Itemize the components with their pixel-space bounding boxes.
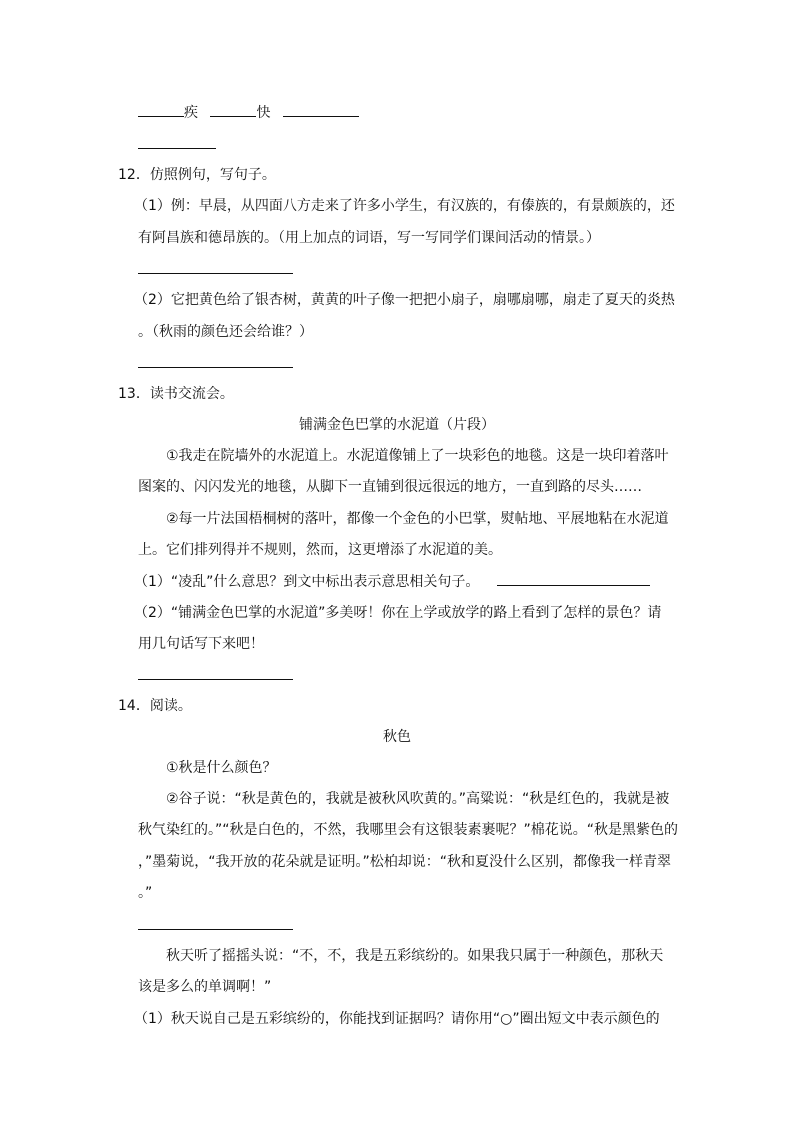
q14-passage-title: 秋色 — [383, 729, 411, 745]
q14-heading: 14．阅读。 — [118, 698, 192, 714]
q14-para2-line3: ，”墨菊说，“我开放的花朵就是证明。”松柏却说：“秋和夏没什么区别，都像我一样青翠 — [138, 854, 672, 870]
q14-para2-line4: 。” — [138, 885, 153, 901]
answer-line[interactable] — [138, 679, 293, 680]
q13-sub2-line1: （2）“铺满金色巴掌的水泥道”多美呀！你在上学或放学的路上看到了怎样的景色？请 — [134, 605, 662, 621]
q14-para2-line1: ②谷子说：“秋是黄色的，我就是被秋风吹黄的。”高粱说：“秋是红色的，我就是被 — [166, 791, 670, 807]
q13-sub2-line2: 用几句话写下来吧！ — [138, 636, 264, 652]
answer-blank[interactable] — [210, 102, 256, 117]
q13-para2-line2: 上。它们排列得并不规则，然而，这更增添了水泥道的美。 — [138, 542, 502, 558]
q14-para1: ①秋是什么颜色？ — [166, 760, 277, 776]
q14-para3-line2: 该是多么的单调啊！” — [138, 979, 272, 995]
q11-blank-line — [138, 102, 359, 123]
q14-sub1: （1）秋天说自己是五彩缤纷的，你能找到证据吗？请你用“○”圈出短文中表示颜色的 — [134, 1011, 660, 1027]
q13-passage-title: 铺满金色巴掌的水泥道（片段） — [299, 417, 495, 433]
q12-p2-line1: （2）它把黄色给了银杏树，黄黄的叶子像一把把小扇子，扇哪扇哪，扇走了夏天的炎热 — [134, 292, 675, 308]
q12-p1-line1: （1）例：早晨，从四面八方走来了许多小学生，有汉族的，有傣族的，有景颇族的，还 — [134, 198, 675, 214]
answer-blank[interactable] — [497, 571, 650, 586]
q13-sub1-text: （1）“凌乱”什么意思？到文中标出表示意思相关句子。 — [134, 574, 480, 590]
answer-line[interactable] — [138, 273, 293, 274]
answer-line[interactable] — [138, 929, 293, 930]
q13-para2-line1: ②每一片法国梧桐树的落叶，都像一个金色的小巴掌，熨帖地、平展地粘在水泥道 — [166, 511, 669, 527]
answer-line[interactable] — [138, 367, 293, 368]
word-ji: 疾 — [184, 105, 198, 121]
q12-p1-line2: 有阿昌族和德昂族的。（用上加点的词语，写一写同学们课间活动的情景。） — [138, 230, 600, 246]
q14-para2-line2: 秋气染红的。”“秋是白色的，不然，我哪里会有这银装素裹呢？”棉花说。“秋是黑紫色的 — [138, 822, 679, 838]
answer-blank[interactable] — [138, 102, 184, 117]
q13-para1-line2: 图案的、闪闪发光的地毯，从脚下一直铺到很远很远的地方，一直到路的尽头…… — [138, 479, 642, 495]
answer-blank[interactable] — [283, 102, 359, 117]
q13-sub1 — [134, 571, 650, 592]
q13-para1-line1: ①我走在院墙外的水泥道上。水泥道像铺上了一块彩色的地毯。这是一块印着落叶 — [166, 448, 669, 464]
answer-line[interactable] — [138, 148, 216, 149]
q14-para3-line1: 秋天听了摇摇头说：“不，不，我是五彩缤纷的。如果我只属于一种颜色，那秋天 — [166, 948, 664, 964]
q13-heading: 13．读书交流会。 — [118, 386, 234, 402]
q12-heading: 12．仿照例句，写句子。 — [118, 167, 276, 183]
q12-p2-line2: 。（秋雨的颜色还会给谁？） — [138, 324, 313, 340]
word-kuai: 快 — [256, 105, 271, 121]
